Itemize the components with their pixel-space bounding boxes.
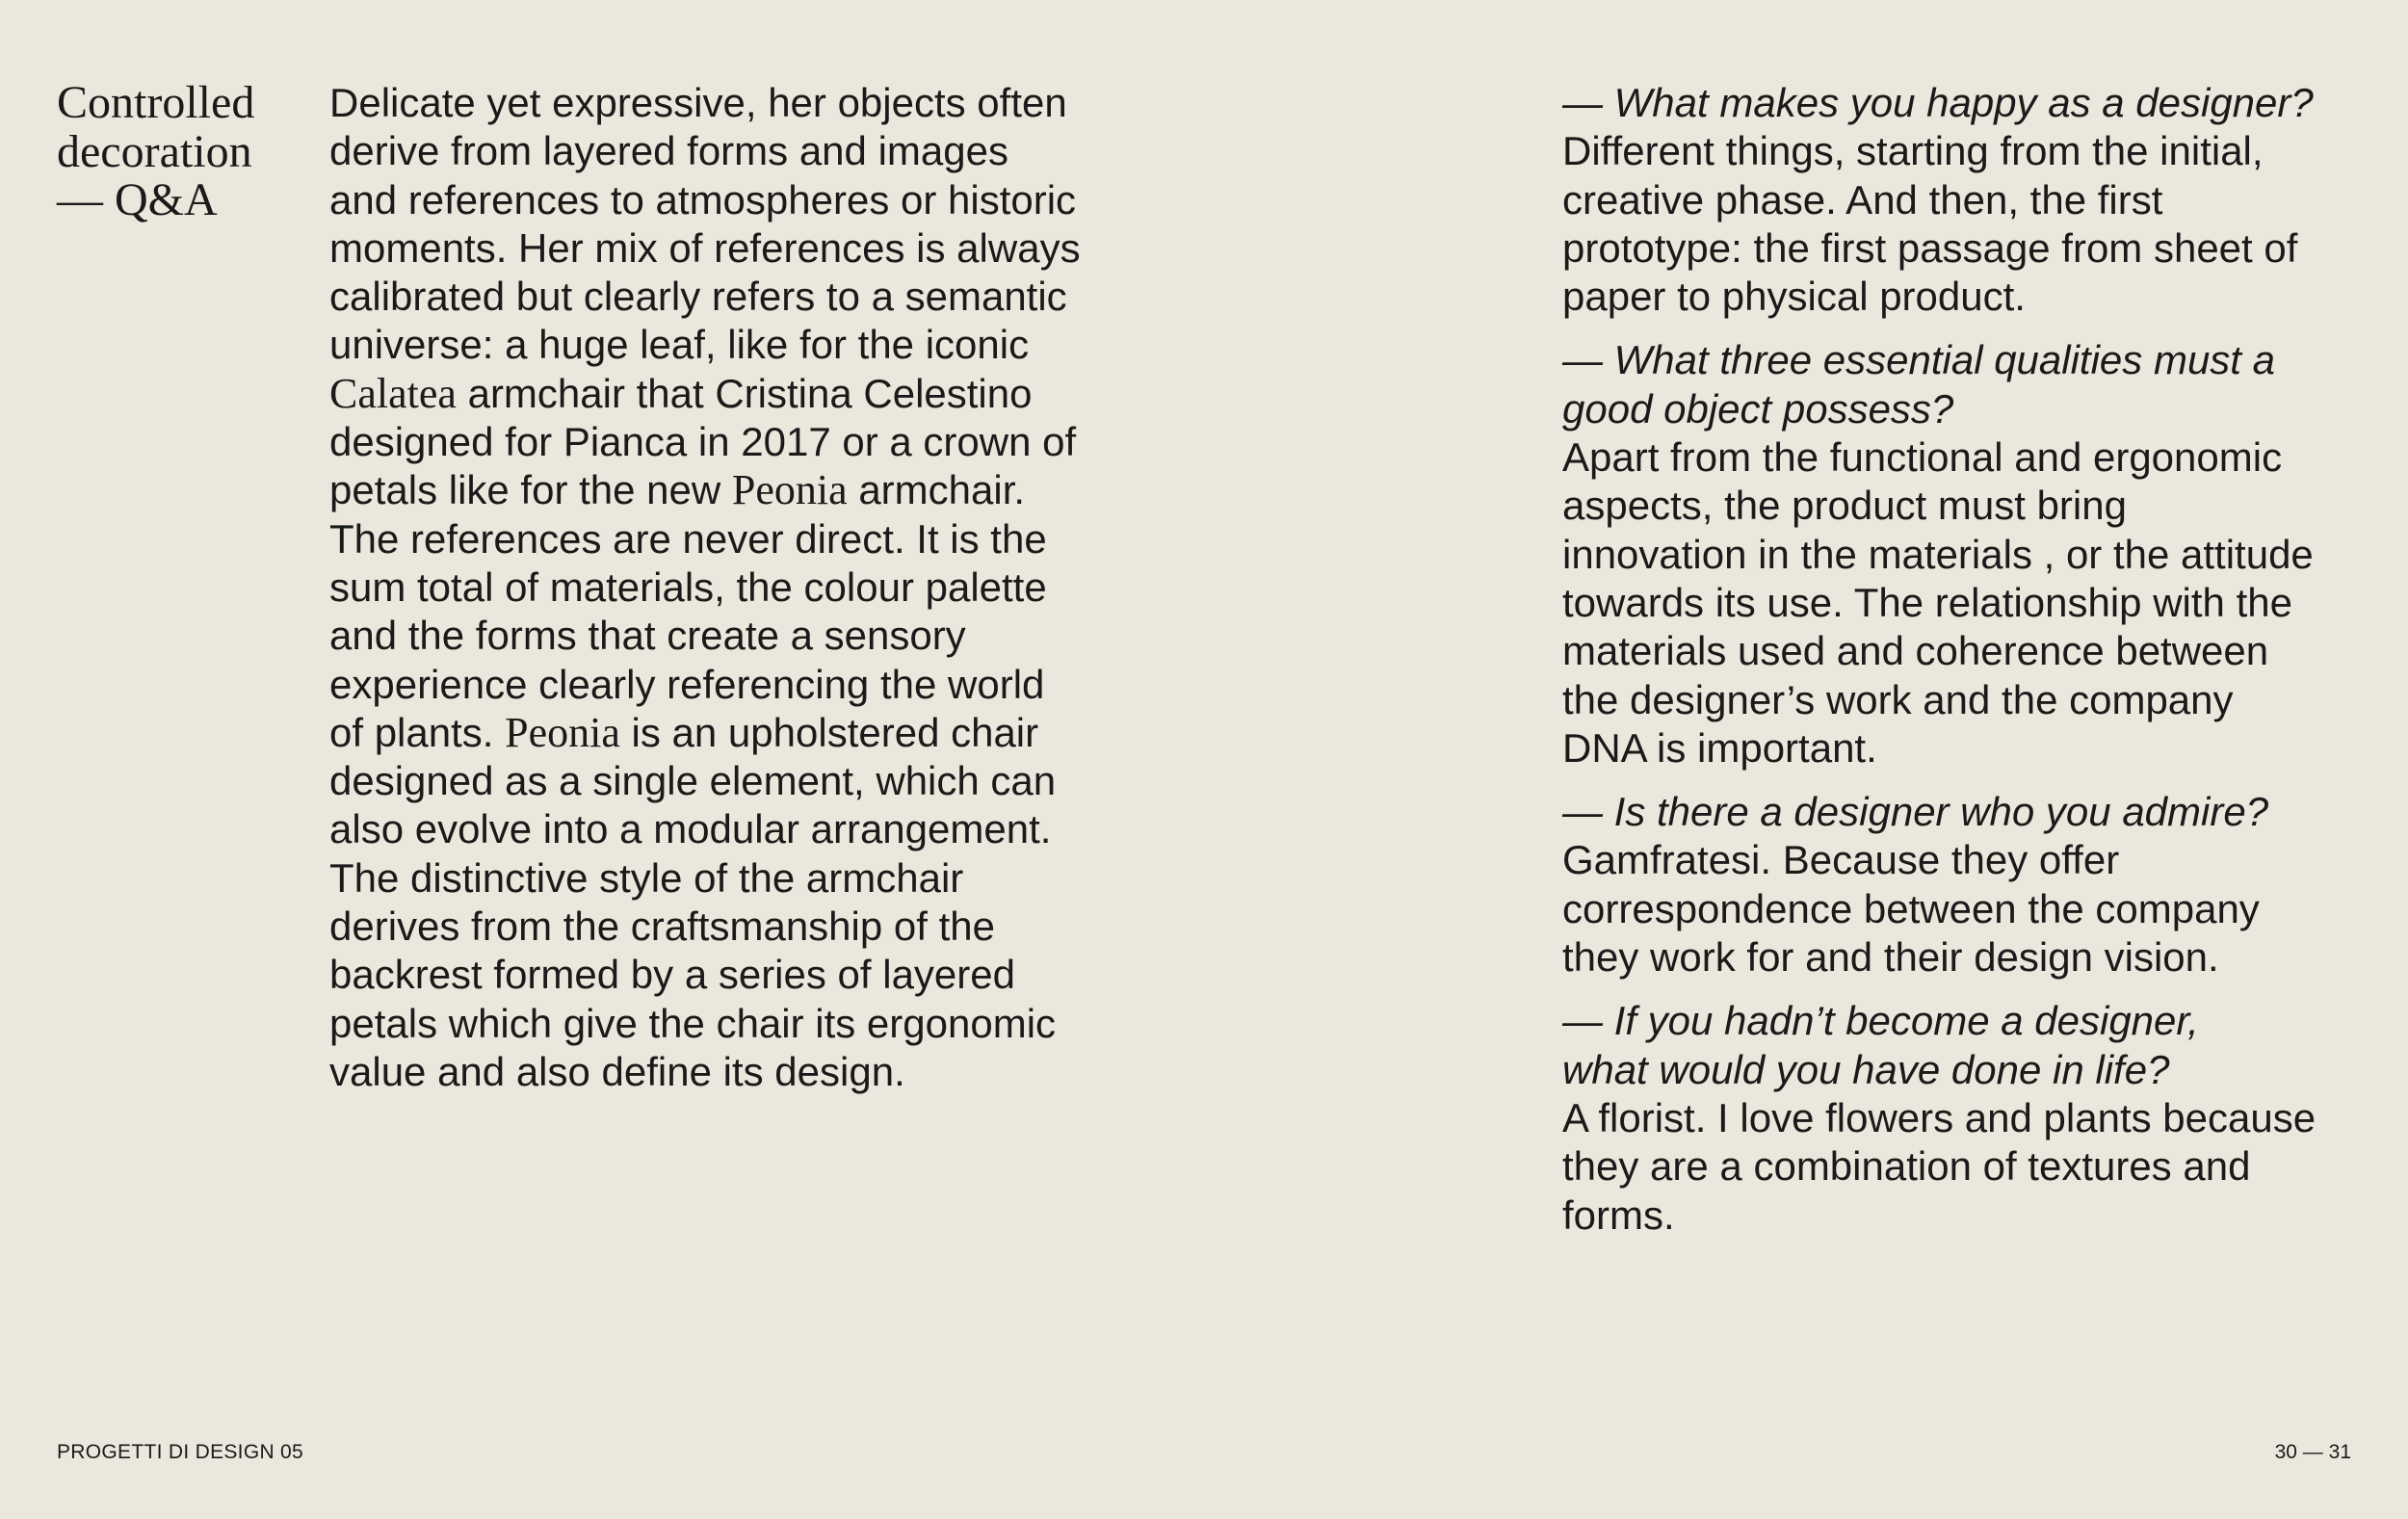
answer-line: creative phase. And then, the first bbox=[1562, 176, 2163, 223]
answer-line: materials used and coherence between bbox=[1562, 628, 2269, 674]
product-name: Peonia bbox=[731, 466, 848, 514]
intro-line: experience clearly referencing the world bbox=[329, 661, 1045, 707]
answer-line: Different things, starting from the initial, bbox=[1562, 128, 2264, 174]
intro-line bbox=[329, 370, 1139, 418]
intro-line: The references are never direct. It is the bbox=[329, 515, 1047, 562]
intro-line: derives from the craftsmanship of the bbox=[329, 904, 995, 950]
publication-title: PROGETTI DI DESIGN 05 bbox=[57, 1441, 304, 1463]
intro-line: designed as a single element, which can bbox=[329, 758, 1057, 804]
intro-line: Delicate yet expressive, her objects often bbox=[329, 80, 1067, 125]
answer-line: they work for and their design vision. bbox=[1562, 934, 2219, 981]
intro-line bbox=[329, 709, 1139, 757]
intro-text: of plants. bbox=[329, 709, 506, 755]
intro-line: derive from layered forms and images bbox=[329, 128, 1008, 174]
intro-line: moments. Her mix of references is always bbox=[329, 224, 1081, 271]
question-line: — What three essential qualities must a bbox=[1562, 337, 2276, 383]
question-line: — What makes you happy as a designer? bbox=[1562, 80, 2314, 125]
intro-text: petals like for the new bbox=[329, 467, 732, 513]
intro-line: universe: a huge leaf, like for the iconic bbox=[329, 322, 1030, 368]
question-line: — If you hadn’t become a designer, bbox=[1562, 998, 2199, 1044]
answer-line: Apart from the functional and ergonomic bbox=[1562, 434, 2283, 481]
section-heading bbox=[57, 79, 317, 225]
intro-line: The distinctive style of the armchair bbox=[329, 854, 964, 901]
heading-line: — Q&A bbox=[57, 174, 218, 225]
intro-text: armchair that Cristina Celestino bbox=[456, 370, 1033, 416]
product-name: Calatea bbox=[329, 369, 457, 417]
answer-line: towards its use. The relationship with the bbox=[1562, 579, 2292, 625]
question-line: good object possess? bbox=[1562, 385, 1954, 432]
intro-line: and references to atmospheres or historic bbox=[329, 176, 1077, 223]
question-line: — Is there a designer who you admire? bbox=[1562, 789, 2269, 835]
intro-line: designed for Pianca in 2017 or a crown of bbox=[329, 419, 1077, 465]
qa-column bbox=[1562, 79, 2371, 1255]
intro-line: backrest formed by a series of layered bbox=[329, 952, 1015, 998]
intro-paragraph bbox=[329, 79, 1139, 1096]
intro-line bbox=[329, 466, 1139, 514]
answer-line: A florist. I love flowers and plants because bbox=[1562, 1094, 2316, 1140]
answer-line: forms. bbox=[1562, 1192, 1675, 1238]
intro-line: sum total of materials, the colour palette bbox=[329, 563, 1047, 610]
product-name: Peonia bbox=[505, 708, 620, 756]
answer-line: Gamfratesi. Because they offer bbox=[1562, 837, 2120, 883]
answer-line: paper to physical product. bbox=[1562, 274, 2026, 320]
intro-text: is an upholstered chair bbox=[619, 709, 1039, 755]
heading-line: decoration bbox=[57, 125, 252, 177]
answer-line: they are a combination of textures and bbox=[1562, 1143, 2251, 1190]
intro-line: and the forms that create a sensory bbox=[329, 613, 966, 659]
intro-line: also evolve into a modular arrangement. bbox=[329, 806, 1052, 852]
answer-line: aspects, the product must bring bbox=[1562, 483, 2127, 529]
intro-line: calibrated but clearly refers to a semantic bbox=[329, 274, 1067, 320]
qa-item bbox=[1562, 79, 2371, 321]
heading-line: Controlled bbox=[57, 77, 255, 128]
answer-line: prototype: the first passage from sheet of bbox=[1562, 224, 2298, 271]
intro-text: armchair. bbox=[847, 467, 1026, 513]
answer-line: DNA is important. bbox=[1562, 724, 1877, 771]
qa-item bbox=[1562, 788, 2371, 982]
qa-item bbox=[1562, 997, 2371, 1239]
answer-line: the designer’s work and the company bbox=[1562, 676, 2234, 722]
answer-line: innovation in the materials , or the attitude bbox=[1562, 531, 2314, 577]
intro-line: value and also define its design. bbox=[329, 1048, 905, 1094]
page-numbers: 30 — 31 bbox=[2274, 1441, 2351, 1463]
qa-item bbox=[1562, 336, 2371, 773]
question-line: what would you have done in life? bbox=[1562, 1046, 2170, 1092]
answer-line: correspondence between the company bbox=[1562, 885, 2260, 931]
intro-line: petals which give the chair its ergonomic bbox=[329, 1000, 1057, 1046]
